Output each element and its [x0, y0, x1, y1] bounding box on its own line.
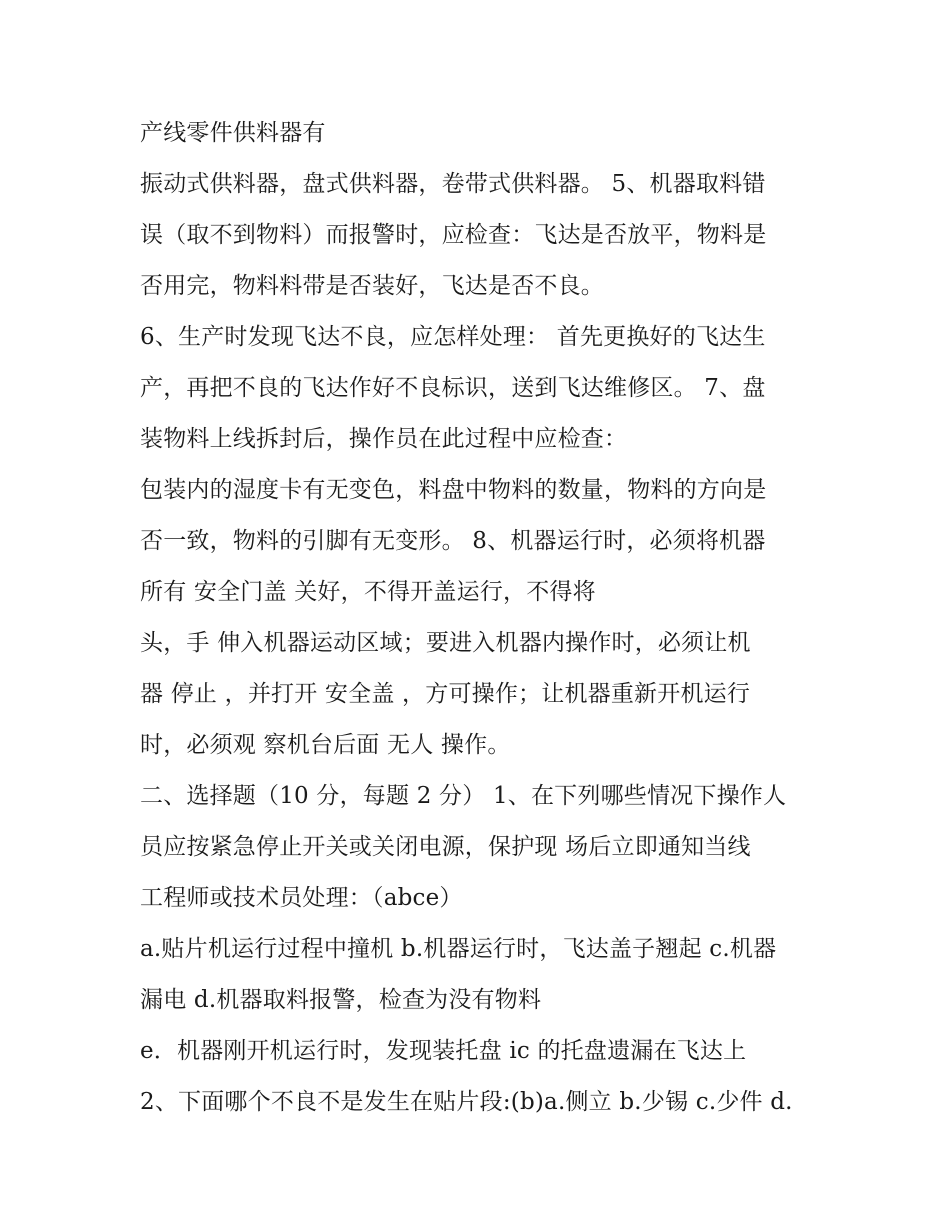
- text-line: 2、下面哪个不良不是发生在贴片段:(b)a.侧立 b.少锡 c.少件 d.: [140, 1089, 793, 1115]
- text-line: 误（取不到物料）而报警时，应检查：飞达是否放平，物料是: [140, 222, 767, 248]
- text-line: 工程师或技术员处理：（abce）: [140, 885, 463, 911]
- text-line: 包装内的湿度卡有无变色，料盘中物料的数量，物料的方向是: [140, 477, 767, 503]
- text-line: 员应按紧急停止开关或关闭电源，保护现 场后立即通知当线: [140, 834, 751, 860]
- text-line: 产线零件供料器有: [140, 120, 326, 146]
- text-line: 否一致，物料的引脚有无变形。 8、机器运行时，必须将机器: [140, 528, 766, 554]
- text-line: 6、生产时发现飞达不良，应怎样处理： 首先更换好的飞达生: [140, 324, 766, 350]
- document-body: [140, 108, 830, 1128]
- text-line: e．机器刚开机运行时，发现装托盘 ic 的托盘遗漏在飞达上: [140, 1038, 747, 1064]
- text-line: 头，手 伸入机器运动区域；要进入机器内操作时，必须让机: [140, 630, 751, 656]
- text-line: 所有 安全门盖 关好，不得开盖运行，不得将: [140, 579, 596, 605]
- text-line: 二、选择题（10 分，每题 2 分） 1、在下列哪些情况下操作人: [140, 783, 787, 809]
- text-line: 产，再把不良的飞达作好不良标识，送到飞达维修区。 7、盘: [140, 375, 766, 401]
- text-line: 否用完，物料料带是否装好，飞达是否不良。: [140, 273, 604, 299]
- text-line: 时，必须观 察机台后面 无人 操作。: [140, 732, 511, 758]
- text-line: 器 停止 ，并打开 安全盖 ，方可操作；让机器重新开机运行: [140, 681, 751, 707]
- text-line: 装物料上线拆封后，操作员在此过程中应检查：: [140, 426, 628, 452]
- text-line: 振动式供料器，盘式供料器，卷带式供料器。 5、机器取料错: [140, 171, 766, 197]
- text-line: 漏电 d.机器取料报警，检查为没有物料: [140, 987, 542, 1013]
- text-line: a.贴片机运行过程中撞机 b.机器运行时，飞达盖子翘起 c.机器: [140, 936, 777, 962]
